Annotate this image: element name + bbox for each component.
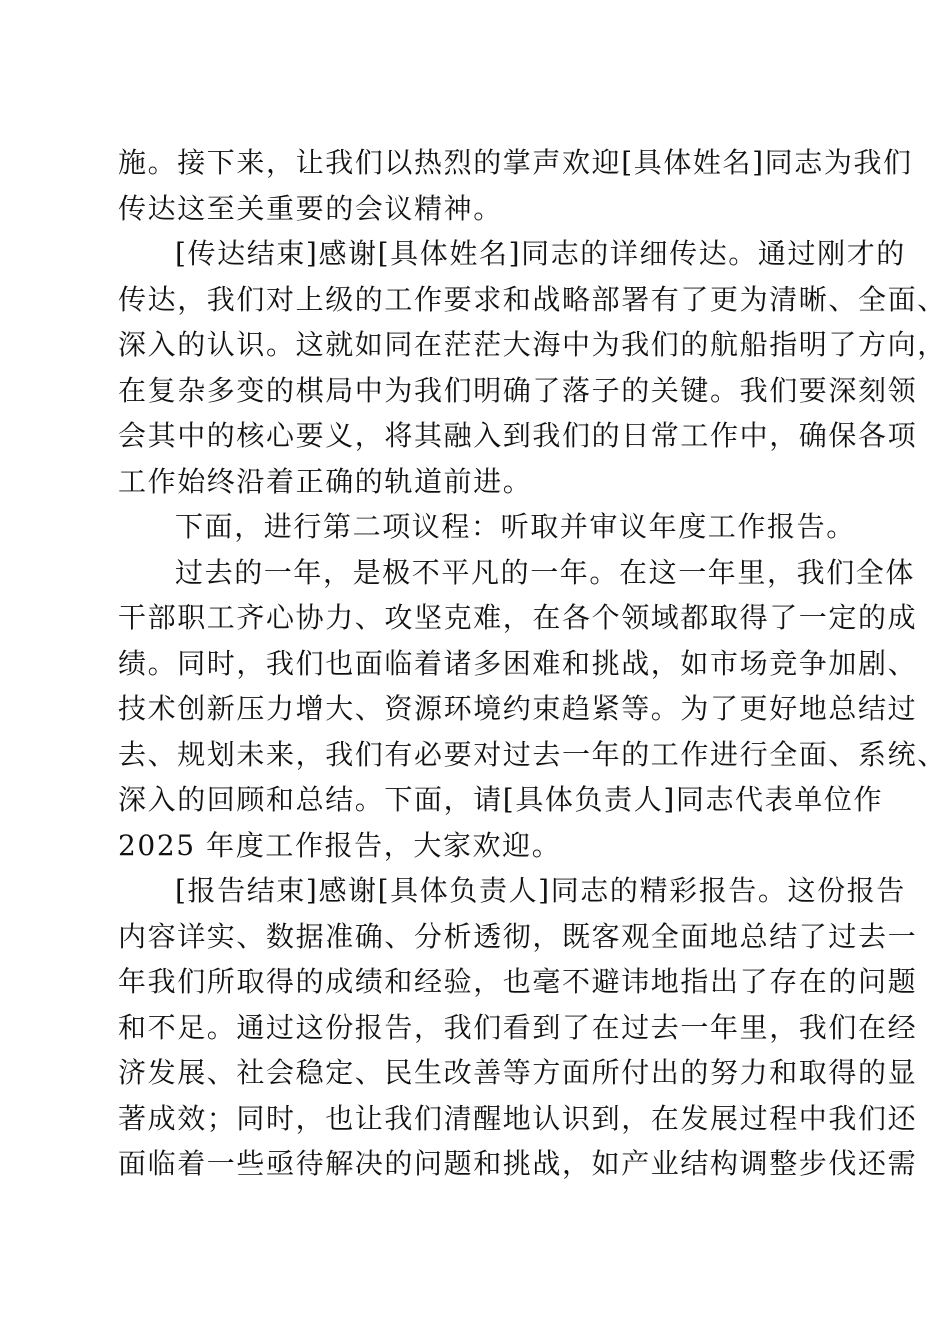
text-line: 工作始终沿着正确的轨道前进。 bbox=[118, 464, 533, 498]
text-line: 绩。同时，我们也面临着诸多困难和挑战，如市场竞争加剧、 bbox=[118, 646, 918, 680]
text-line: 深入的认识。这就如同在茫茫大海中为我们的航船指明了方向， bbox=[118, 328, 947, 361]
text-line: 2025 年度工作报告，大家欢迎。 bbox=[118, 828, 562, 862]
text-line: 下面，进行第二项议程：听取并审议年度工作报告。 bbox=[175, 510, 856, 543]
text-line: 和不足。通过这份报告，我们看到了在过去一年里，我们在经 bbox=[118, 1010, 918, 1044]
text-line: 技术创新压力增大、资源环境约束趋紧等。为了更好地总结过 bbox=[118, 692, 918, 725]
text-line: 传达，我们对上级的工作要求和战略部署有了更为清晰、全面、 bbox=[118, 282, 947, 316]
text-line: 干部职工齐心协力、攻坚克难，在各个领域都取得了一定的成 bbox=[118, 601, 918, 634]
text-line: 施。接下来，让我们以热烈的掌声欢迎[具体姓名]同志为我们 bbox=[118, 146, 913, 179]
text-line: 面临着一些亟待解决的问题和挑战，如产业结构调整步伐还需 bbox=[118, 1147, 918, 1180]
text-line: 深入的回顾和总结。下面，请[具体负责人]同志代表单位作 bbox=[118, 783, 884, 816]
text-line: 年我们所取得的成绩和经验，也毫不避讳地指出了存在的问题 bbox=[118, 965, 918, 998]
text-line: [传达结束]感谢[具体姓名]同志的详细传达。通过刚才的 bbox=[175, 237, 906, 270]
text-line: 著成效；同时，也让我们清醒地认识到，在发展过程中我们还 bbox=[118, 1101, 918, 1135]
text-line: 会其中的核心要义，将其融入到我们的日常工作中，确保各项 bbox=[118, 419, 918, 452]
text-line: 过去的一年，是极不平凡的一年。在这一年里，我们全体 bbox=[175, 555, 916, 589]
text-line: 去、规划未来，我们有必要对过去一年的工作进行全面、系统、 bbox=[118, 737, 947, 771]
text-line: [报告结束]感谢[具体负责人]同志的精彩报告。这份报告 bbox=[175, 874, 906, 907]
text-line: 传达这至关重要的会议精神。 bbox=[118, 191, 503, 225]
document-body bbox=[118, 140, 947, 1187]
text-line: 内容详实、数据准确、分析透彻，既客观全面地总结了过去一 bbox=[118, 919, 918, 953]
text-line: 在复杂多变的棋局中为我们明确了落子的关键。我们要深刻领 bbox=[118, 373, 918, 407]
text-line: 济发展、社会稳定、民生改善等方面所付出的努力和取得的显 bbox=[118, 1056, 918, 1089]
